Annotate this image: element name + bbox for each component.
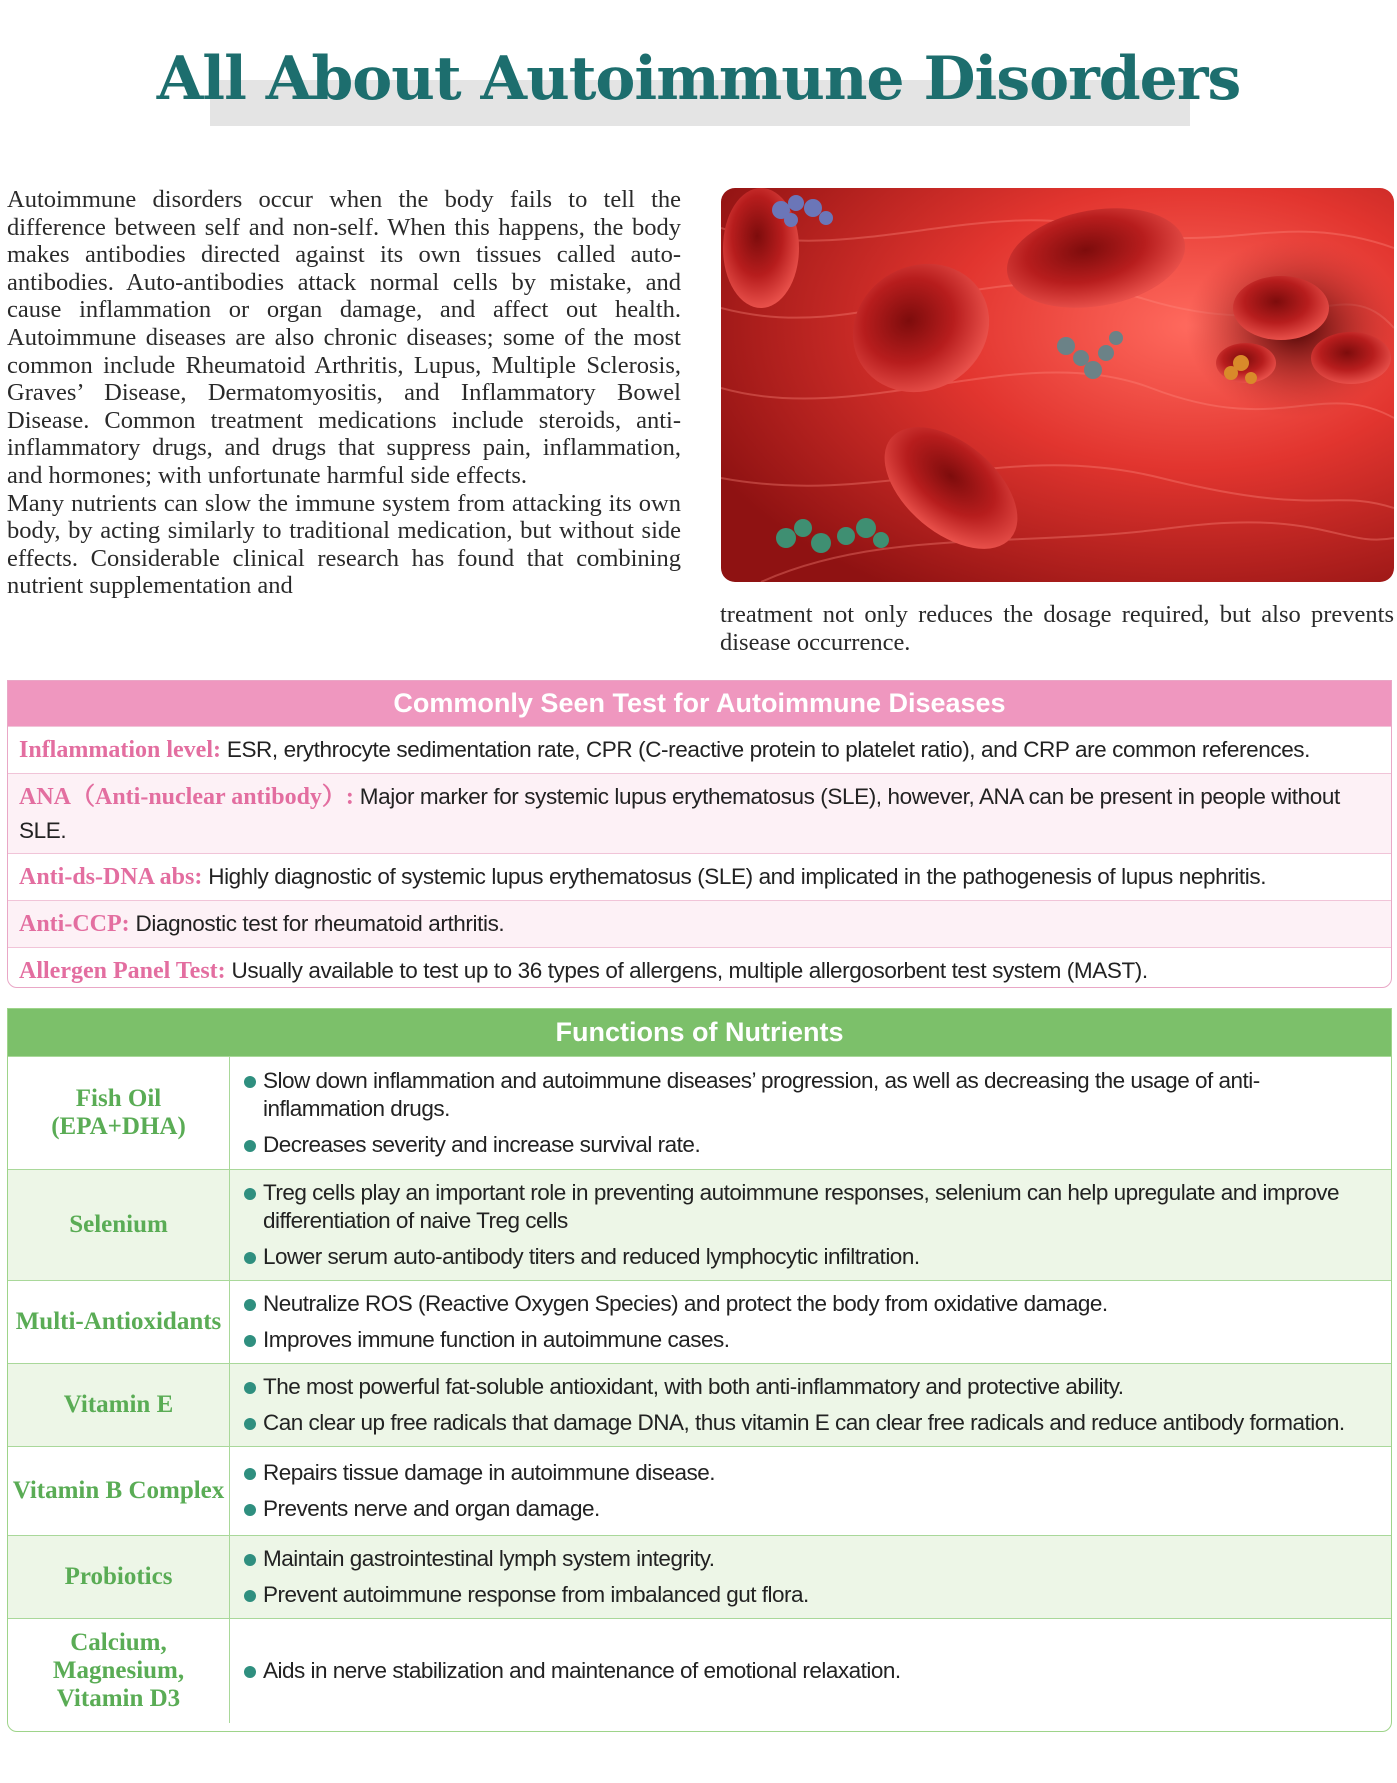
test-description: Highly diagnostic of systemic lupus erythematosus (SLE) and implicated in the pathogenesis of lupus nephritis. [202,864,1267,889]
tests-panel [7,680,1392,988]
intro-paragraph-1: Autoimmune disorders occur when the body fails to tell the difference between self and non-self. When this happens, the body makes antibodies directed against its own tissues called auto-antibodies. Auto-antibodies attack normal cells by mistake, and cause inflammation or organ damage, and affect out health. Autoimmune diseases are also chronic diseases; some of the most common include Rheumatoid Arthritis, Lupus, Multiple Sclerosis, Graves’ Disease, Dermatomyositis, and Inflammatory Bowel Disease. Common treatment medications include steroids, anti-inflammatory drugs, and drugs that suppress pain, inflammation, and hormones; with unfortunate harmful side effects. [7,186,681,489]
tests-list [8,726,1391,994]
bullet-dot-icon [244,1299,256,1311]
test-description: Diagnostic test for rheumatoid arthritis. [129,911,505,936]
nutrient-function-text: Prevent autoimmune response from imbalanced gut flora. [263,1582,809,1607]
nutrient-name: Selenium [8,1170,230,1280]
nutrient-functions [230,1364,1391,1446]
test-row [8,947,1391,994]
nutrient-function-text: Can clear up free radicals that damage DNA, thus vitamin E can clear free radicals and reduce antibody formation. [263,1410,1345,1435]
bullet-dot-icon [244,1252,256,1264]
nutrient-function-text: Treg cells play an important role in preventing autoimmune responses, selenium can help upregulate and improve differentiation of naive Treg cells [263,1180,1340,1233]
nutrient-row [8,1535,1391,1618]
test-term: Anti-CCP: [19,911,130,937]
nutrient-functions [230,1619,1391,1723]
intro-paragraph-2-continued: treatment not only reduces the dosage required, but also prevents disease occurrence. [720,601,1394,656]
nutrient-functions [230,1447,1391,1535]
nutrient-function-item [244,1290,1379,1318]
test-row [8,726,1391,773]
nutrient-row [8,1280,1391,1363]
nutrient-row [8,1363,1391,1446]
test-description: ESR, erythrocyte sedimentation rate, CPR (C-reactive protein to platelet ratio), and CRP are common references. [220,737,1311,762]
nutrient-row [8,1056,1391,1169]
test-description: Major marker for systemic lupus erythematosus (SLE), however, ANA can be present in people without SLE. [19,784,1340,843]
nutrient-function-text: Slow down inflammation and autoimmune diseases’ progression, as well as decreasing the usage of anti-inflammation drugs. [263,1068,1260,1121]
nutrient-function-text: Lower serum auto-antibody titers and reduced lymphocytic infiltration. [263,1244,920,1269]
nutrient-function-item [244,1373,1379,1401]
test-row [8,900,1391,947]
nutrient-function-item [244,1545,1379,1573]
nutrient-function-text: Maintain gastrointestinal lymph system integrity. [263,1546,715,1571]
nutrient-functions [230,1170,1391,1280]
tests-header: Commonly Seen Test for Autoimmune Diseases [8,681,1391,726]
nutrient-function-item [244,1459,1379,1487]
nutrient-function-item [244,1657,1379,1685]
nutrient-function-text: Repairs tissue damage in autoimmune disease. [263,1460,716,1485]
test-term: ANA（Anti-nuclear antibody）: [19,784,354,810]
bullet-dot-icon [244,1335,256,1347]
nutrient-row [8,1618,1391,1723]
intro-paragraph-2: Many nutrients can slow the immune system from attacking its own body, by acting similarly to traditional medication, but without side effects. Considerable clinical research has found that combining nutrient supplementation and [7,489,681,600]
nutrient-function-item [244,1581,1379,1609]
bullet-dot-icon [244,1468,256,1480]
nutrient-functions [230,1057,1391,1169]
nutrients-rows [8,1056,1391,1723]
nutrient-name: Vitamin B Complex [8,1447,230,1535]
nutrient-row [8,1169,1391,1280]
nutrient-function-item [244,1409,1379,1437]
bullet-dot-icon [244,1076,256,1088]
page-title: All About Autoimmune Disorders [156,44,1241,114]
nutrient-function-text: Prevents nerve and organ damage. [263,1496,600,1521]
nutrients-header: Functions of Nutrients [8,1009,1391,1056]
nutrient-function-item [244,1131,1379,1159]
nutrients-table [7,1008,1392,1732]
nutrient-function-text: Aids in nerve stabilization and maintenance of emotional relaxation. [263,1658,901,1683]
bullet-dot-icon [244,1590,256,1602]
test-row [8,773,1391,853]
nutrient-function-text: Decreases severity and increase survival rate. [263,1132,701,1157]
nutrient-name: Vitamin E [8,1364,230,1446]
nutrient-function-item [244,1179,1379,1235]
nutrient-name: Calcium, Magnesium, Vitamin D3 [8,1619,230,1723]
bullet-dot-icon [244,1382,256,1394]
nutrient-name: Probiotics [8,1536,230,1618]
nutrient-functions [230,1281,1391,1363]
bullet-dot-icon [244,1504,256,1516]
nutrient-row [8,1446,1391,1535]
nutrient-function-text: Neutralize ROS (Reactive Oxygen Species) and protect the body from oxidative damage. [263,1291,1108,1316]
intro-text [7,186,681,600]
test-row [8,853,1391,900]
nutrient-function-item [244,1067,1379,1123]
nutrient-function-text: The most powerful fat-soluble antioxidant, with both anti-inflammatory and protective ability. [263,1374,1124,1399]
test-description: Usually available to test up to 36 types of allergens, multiple allergosorbent test system (MAST). [225,958,1148,983]
bullet-dot-icon [244,1554,256,1566]
nutrient-function-item [244,1326,1379,1354]
test-term: Inflammation level: [19,737,221,763]
nutrient-function-text: Improves immune function in autoimmune cases. [263,1327,730,1352]
nutrient-name: Fish Oil (EPA+DHA) [8,1057,230,1169]
test-term: Allergen Panel Test: [19,958,226,984]
blood-cells-image [721,188,1394,582]
nutrient-function-item [244,1243,1379,1271]
bullet-dot-icon [244,1666,256,1678]
bullet-dot-icon [244,1418,256,1430]
nutrient-name: Multi-Antioxidants [8,1281,230,1363]
nutrient-functions [230,1536,1391,1618]
bullet-dot-icon [244,1140,256,1152]
test-term: Anti-ds-DNA abs: [19,864,203,890]
bullet-dot-icon [244,1188,256,1200]
nutrient-function-item [244,1495,1379,1523]
